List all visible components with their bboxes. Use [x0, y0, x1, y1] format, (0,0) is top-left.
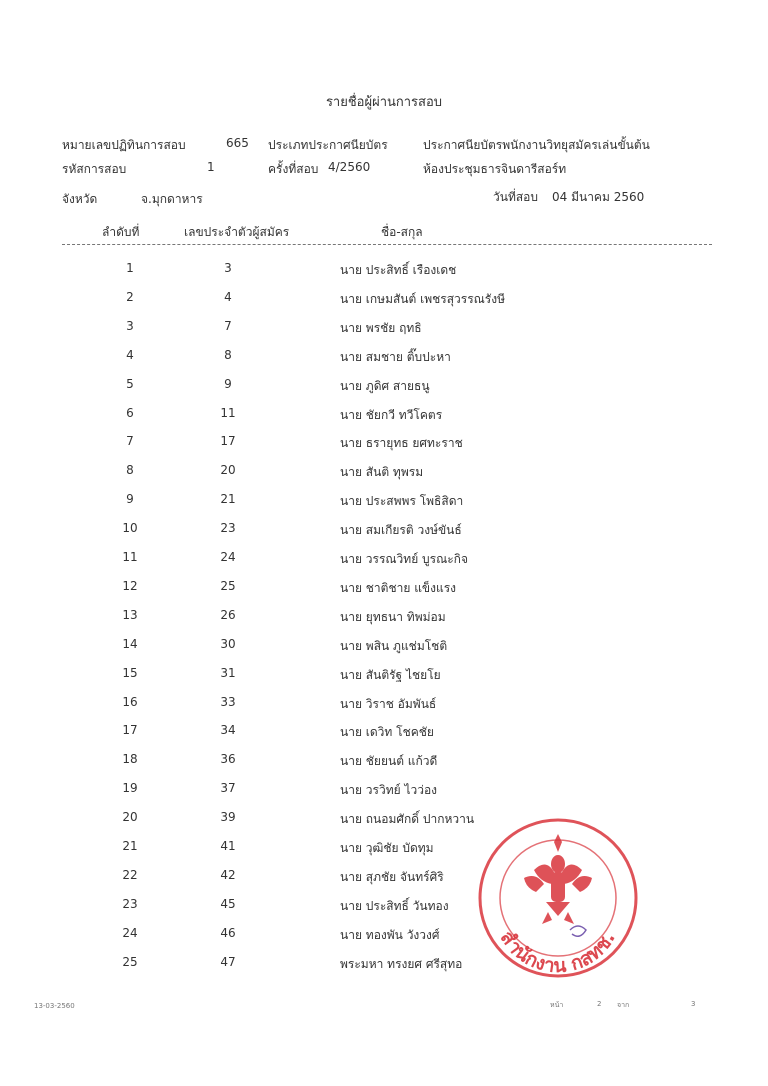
applicant-id: 8: [224, 347, 232, 362]
date-value: 04 มีนาคม 2560: [552, 190, 645, 204]
exam-no-value: 665: [226, 136, 249, 150]
applicant-name: นาย สมชาย ติ๊บปะหา: [340, 349, 451, 364]
total-pages: 3: [691, 1000, 696, 1008]
row-number: 19: [122, 781, 138, 796]
applicant-id: 33: [220, 694, 236, 709]
row-number: 20: [122, 810, 138, 825]
applicant-name: นาย วุฒิชัย บัดทุม: [340, 841, 434, 855]
announcement-value: ประกาศนียบัตรพนักงานวิทยุสมัครเล่นขั้นต้น: [423, 138, 650, 152]
applicant-name: นาย สันติ ทุพรม: [340, 465, 424, 480]
province-value: จ.มุกดาหาร: [141, 192, 203, 206]
row-number: 1: [126, 261, 134, 275]
applicant-name: นาย วรวิทย์ ไวว่อง: [340, 783, 438, 798]
announcement-label: ประเภทประกาศนียบัตร: [268, 138, 388, 152]
column-header-no: ลำดับที่: [102, 225, 140, 239]
applicant-name: นาย ประสิทธิ์ เรืองเดช: [340, 263, 457, 277]
header-divider: [62, 244, 712, 245]
applicant-name: นาย ถนอมศักดิ์ ปากหวาน: [340, 812, 475, 827]
applicant-id: 25: [220, 578, 236, 593]
row-number: 10: [122, 521, 138, 536]
row-number: 25: [122, 954, 138, 969]
applicant-id: 46: [220, 925, 236, 940]
table-row: [0, 717, 768, 746]
applicant-id: 34: [220, 723, 236, 738]
applicant-name: นาย ชัยกวี ทวีโคตร: [340, 407, 443, 422]
row-number: 4: [126, 347, 134, 362]
row-number: 14: [122, 636, 138, 651]
applicant-name: นาย ชาติชาย แข็งแรง: [340, 580, 457, 595]
applicant-id: 42: [220, 867, 236, 882]
table-row: [0, 862, 768, 891]
round-label: ครั้งที่สอบ: [268, 162, 319, 176]
table-row: [0, 313, 768, 342]
code-label: รหัสการสอบ: [62, 162, 127, 176]
seal-text: สำนักงาน กสทช.: [495, 926, 620, 978]
page-label: หน้า: [550, 1001, 564, 1009]
table-row: [0, 660, 768, 689]
applicant-name: นาย ประสพพร โพธิสิดา: [340, 494, 464, 509]
table-row: [0, 920, 768, 949]
table-row: [0, 804, 768, 833]
table-row: [0, 602, 768, 631]
table-row: [0, 833, 768, 862]
table-row: [0, 457, 768, 486]
applicant-name: นาย วิราช อัมพันธ์: [340, 696, 437, 711]
table-row: [0, 775, 768, 804]
applicant-id: 20: [220, 463, 236, 478]
table-row: [0, 891, 768, 920]
print-date: 13-03-2560: [34, 1002, 75, 1010]
applicant-id: 41: [220, 839, 236, 853]
table-row: [0, 284, 768, 313]
applicant-id: 17: [220, 434, 236, 449]
table-row: [0, 515, 768, 544]
row-number: 3: [126, 318, 134, 333]
applicant-id: 9: [224, 376, 232, 391]
row-number: 5: [126, 376, 134, 391]
row-number: 11: [122, 550, 138, 564]
row-number: 12: [122, 578, 138, 593]
applicant-name: นาย เกษมสันต์ เพชรสุวรรณรังษี: [340, 291, 506, 306]
signature-mark-icon: [570, 926, 586, 936]
venue: ห้องประชุมธารจินดารีสอร์ท: [423, 162, 567, 176]
applicant-name: นาย สมเกียรติ วงษ์ขันธ์: [340, 523, 462, 538]
round-value: 4/2560: [328, 160, 371, 174]
exam-no-label: หมายเลขปฏิทินการสอบ: [62, 138, 186, 152]
applicant-name: นาย พสิน ภูแช่มโชติ: [340, 638, 448, 653]
applicant-name: นาย ยุทธนา ทิพม่อม: [340, 609, 446, 624]
column-header-id: เลขประจำตัวผู้สมัคร: [184, 225, 290, 239]
table-row: [0, 255, 768, 284]
column-header-name: ชื่อ-สกุล: [381, 225, 423, 239]
applicant-name: นาย ประสิทธิ์ วันทอง: [340, 898, 449, 913]
applicant-name: นาย วรรณวิทย์ บูรณะกิจ: [340, 552, 468, 566]
office-seal: [474, 812, 642, 984]
row-number: 15: [122, 665, 138, 680]
row-number: 8: [126, 463, 134, 478]
of-label: จาก: [617, 1001, 630, 1009]
applicant-id: 24: [220, 550, 236, 564]
applicant-id: 45: [220, 896, 236, 911]
applicant-id: 7: [224, 318, 232, 333]
garuda-emblem-icon: [524, 834, 592, 924]
page-title: รายชื่อผู้ผ่านการสอบ: [325, 95, 443, 110]
table-row: [0, 573, 768, 602]
table-row: [0, 371, 768, 400]
row-number: 13: [122, 607, 138, 622]
table-row: [0, 949, 768, 978]
row-number: 22: [122, 867, 138, 882]
applicant-name: นาย ธรายุทธ ยศทะราช: [340, 436, 463, 451]
row-number: 21: [122, 839, 138, 853]
table-row: [0, 631, 768, 660]
table-row: [0, 400, 768, 429]
applicant-id: 36: [220, 752, 236, 767]
table-row: [0, 544, 768, 573]
page-number: 2: [597, 1000, 602, 1008]
applicant-name: นาย สันติรัฐ ไชยโย: [340, 667, 441, 682]
applicant-id: 3: [224, 261, 232, 275]
row-number: 7: [126, 434, 134, 449]
row-number: 2: [126, 289, 134, 304]
row-number: 9: [126, 492, 134, 507]
table-row: [0, 746, 768, 775]
date-label: วันที่สอบ: [493, 190, 538, 204]
row-number: 6: [126, 405, 134, 420]
code-value: 1: [207, 160, 215, 174]
row-number: 16: [122, 694, 138, 709]
applicant-id: 39: [220, 810, 236, 825]
applicant-id: 37: [220, 781, 236, 796]
applicant-id: 21: [220, 492, 236, 507]
applicant-id: 4: [224, 289, 232, 304]
applicant-name: นาย ทองพัน วังวงศ์: [340, 927, 440, 942]
applicant-name: นาย พรชัย ฤทธิ: [340, 320, 422, 335]
applicant-id: 26: [220, 607, 236, 622]
applicant-name: นาย ภูดิศ สายธนู: [340, 378, 430, 393]
table-row: [0, 689, 768, 718]
applicant-id: 31: [220, 665, 236, 680]
table-row: [0, 486, 768, 515]
applicant-id: 30: [220, 636, 236, 651]
row-number: 24: [122, 925, 138, 940]
province-label: จังหวัด: [62, 192, 98, 206]
table-row: [0, 342, 768, 371]
row-number: 23: [122, 896, 138, 911]
applicant-name: นาย เดวิท โชคชัย: [340, 725, 434, 740]
applicant-name: นาย ชัยยนต์ แก้วดี: [340, 754, 438, 769]
svg-text:สำนักงาน กสทช.: [496, 927, 620, 977]
row-number: 18: [122, 752, 138, 767]
applicant-name: นาย สุภชัย จันทร์ศิริ: [340, 869, 444, 884]
table-row: [0, 428, 768, 457]
applicant-id: 47: [220, 954, 236, 969]
applicant-id: 11: [220, 405, 236, 420]
applicant-name: พระมหา ทรงยศ ศรีสุทอ: [340, 956, 463, 971]
applicant-id: 23: [220, 521, 236, 536]
row-number: 17: [122, 723, 138, 738]
